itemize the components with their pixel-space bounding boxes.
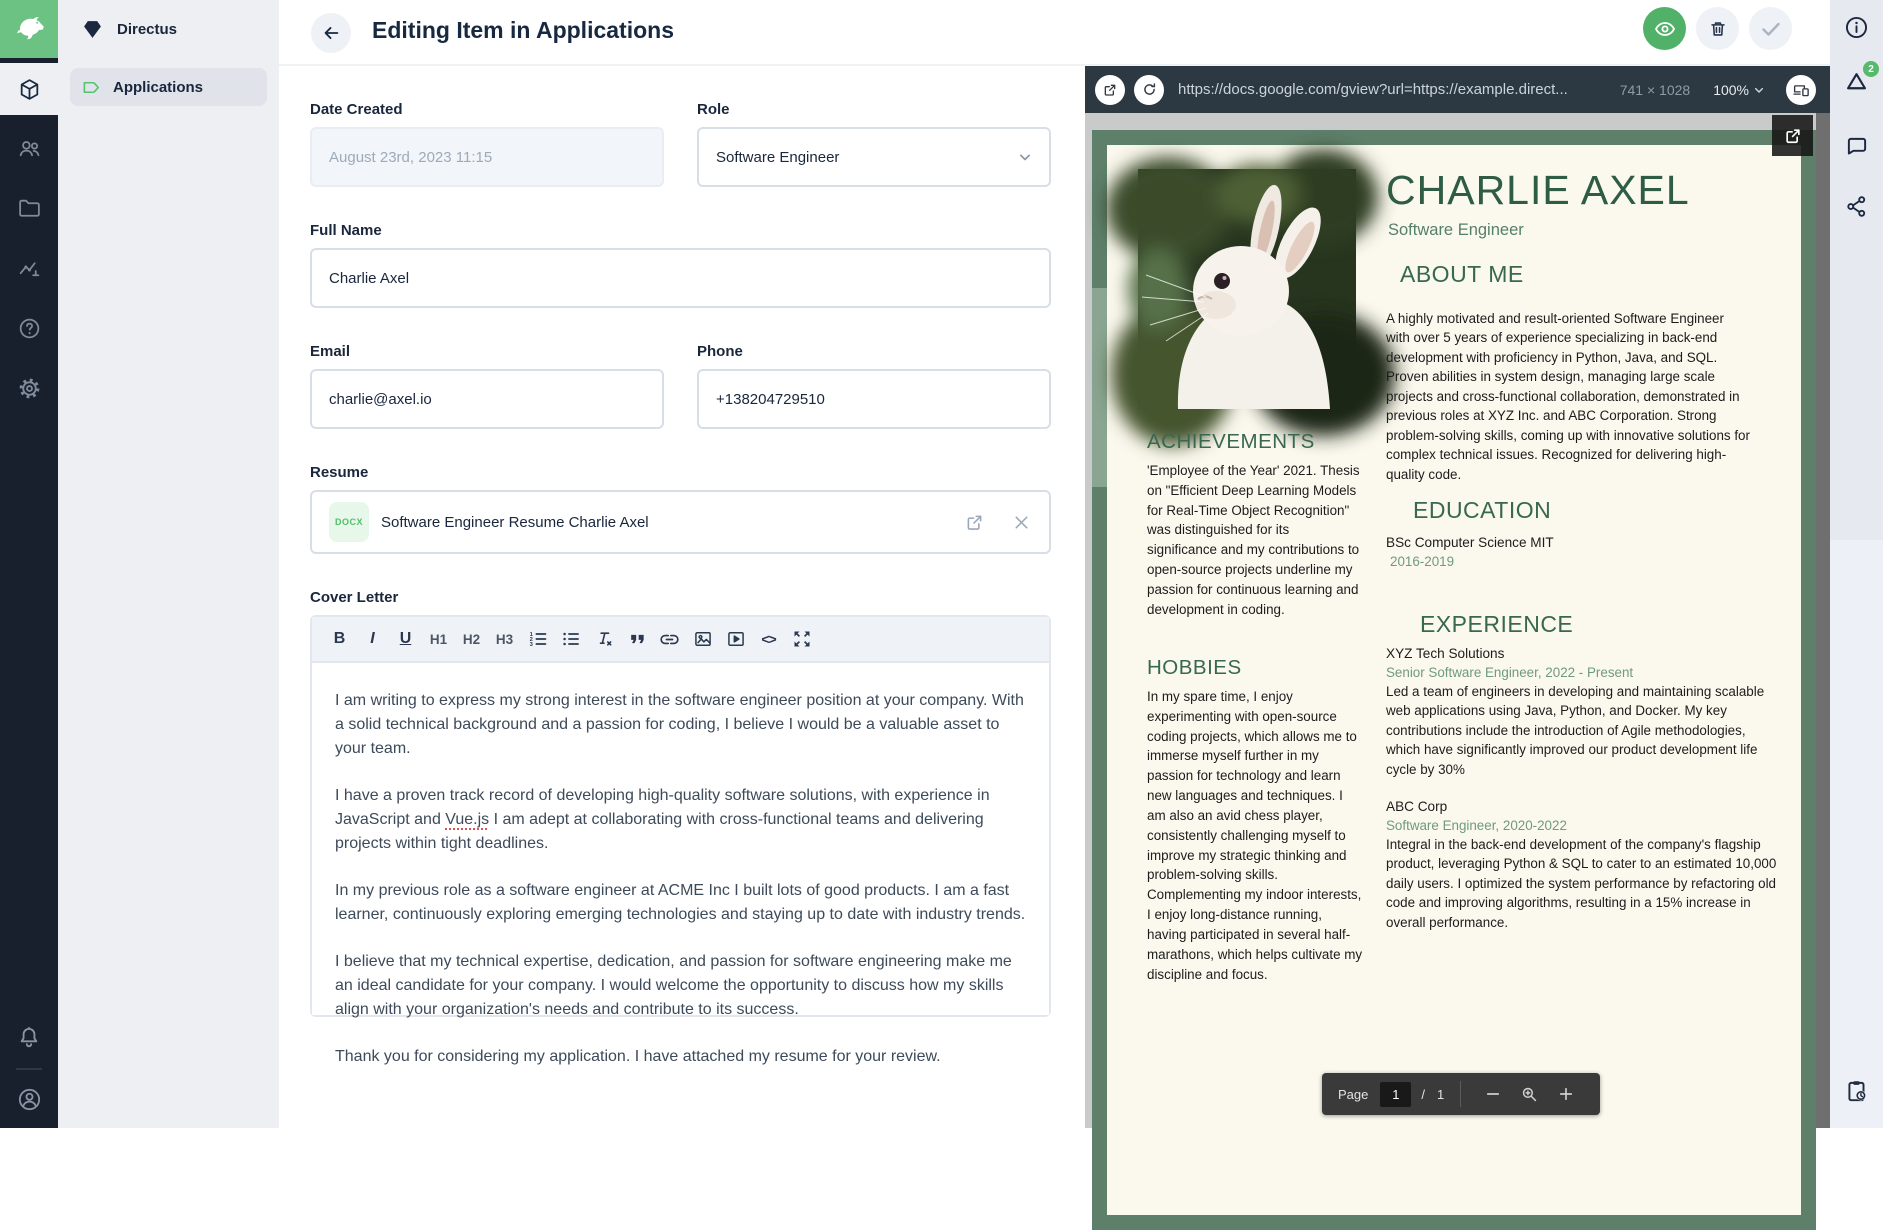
preview-url-bar xyxy=(1085,66,1830,113)
sidebar-item-label: Applications xyxy=(113,78,204,96)
job-description: Integral in the back-end development of the company's flagship product, leveraging Python & SQL to cater to an estimated 10,000 daily users. I optimized the system performance by refactoring old code and improving algorithms, resulting in a 15% increase in overall performance. xyxy=(1386,837,1777,930)
insert-image-button[interactable] xyxy=(687,623,718,655)
page-label: Page xyxy=(1338,1086,1369,1102)
email-value: charlie@axel.io xyxy=(329,390,432,408)
hobbies-text: In my spare time, I enjoy experimenting with open-source coding projects, which allows me to immerse myself further in my passion for technology and learn new languages and techniques. I am also an avid chess player, consistently challenging myself to improve my strategic thinking and problem-solving skills. Complementing my indoor interests, I enjoy long-distance running, having participated in several half-marathons, which helps cultivate my discipline and focus. xyxy=(1147,689,1363,982)
resume-file-field[interactable] xyxy=(310,490,1051,554)
flows-sidebar-button[interactable] xyxy=(1830,1078,1883,1104)
preview-dimensions: 741 × 1028 xyxy=(1619,81,1691,98)
info-sidebar-button[interactable] xyxy=(1830,14,1883,41)
email-label: Email xyxy=(310,343,351,360)
notifications-bell-button[interactable] xyxy=(0,1024,58,1050)
full-name-label: Full Name xyxy=(310,222,382,239)
svg-text:1: 1 xyxy=(529,631,533,638)
page-controls xyxy=(1322,1073,1600,1115)
launch-icon xyxy=(1783,126,1803,146)
video-icon xyxy=(726,629,746,649)
experience-heading: EXPERIENCE xyxy=(1420,611,1574,637)
page-title: Editing Item in Applications xyxy=(372,17,674,43)
module-bar xyxy=(0,0,58,1128)
comment-icon xyxy=(1844,134,1870,160)
cover-letter-paragraph: Thank you for considering my application. I have attached my resume for your review. xyxy=(335,1048,941,1065)
phone-label: Phone xyxy=(697,343,743,360)
blockquote-button[interactable] xyxy=(621,623,652,655)
responsive-toggle-button[interactable] xyxy=(1786,75,1816,105)
paragraph-text: I am adept at collaborating with cross-functional teams and delivering projects within tight deadlines. xyxy=(335,811,984,852)
save-button[interactable] xyxy=(1749,7,1792,50)
chevron-down-icon xyxy=(1751,82,1767,98)
resume-title: Software Engineer xyxy=(1388,221,1524,239)
date-created-input xyxy=(310,127,664,187)
devices-icon xyxy=(1792,81,1810,99)
svg-text:3: 3 xyxy=(529,641,533,648)
phone-field[interactable] xyxy=(697,369,1051,429)
job-role: Software Engineer, 2020-2022 xyxy=(1386,818,1567,833)
wysiwyg-toolbar xyxy=(312,617,1049,663)
role-value: Software Engineer xyxy=(716,148,840,166)
full-name-value: Charlie Axel xyxy=(329,269,410,287)
share-icon xyxy=(1844,194,1869,219)
bullet-list-icon xyxy=(561,629,581,649)
link-icon xyxy=(659,629,680,650)
italic-button[interactable]: I xyxy=(370,630,375,647)
zoom-out-button[interactable] xyxy=(1484,1085,1502,1103)
ordered-list-icon xyxy=(528,629,548,649)
fullscreen-button[interactable] xyxy=(786,623,817,655)
refresh-icon xyxy=(1141,81,1158,98)
magnifier-plus-icon xyxy=(1520,1085,1539,1104)
trash-icon xyxy=(1707,18,1729,40)
eye-icon xyxy=(1653,17,1677,41)
gear-icon xyxy=(17,376,42,401)
help-icon xyxy=(17,316,42,341)
zoom-tool-button[interactable] xyxy=(1520,1085,1539,1104)
app-header xyxy=(279,0,1830,66)
job-company: ABC Corp xyxy=(1386,799,1448,814)
wysiwyg-editor xyxy=(310,615,1051,1065)
check-icon xyxy=(1759,17,1783,41)
module-docs[interactable] xyxy=(0,302,58,354)
revisions-sidebar-button[interactable] xyxy=(1830,63,1883,95)
nav-sidebar xyxy=(58,0,279,1128)
rabbit-photo xyxy=(1138,169,1356,409)
resume-name: CHARLIE AXEL xyxy=(1386,167,1690,213)
achievements-heading: ACHIEVEMENTS xyxy=(1147,430,1315,453)
directus-logo[interactable] xyxy=(0,0,58,58)
module-users[interactable] xyxy=(0,122,58,174)
resume-label: Resume xyxy=(310,464,369,481)
refresh-preview-button[interactable] xyxy=(1134,75,1164,105)
folder-icon xyxy=(17,196,42,221)
delete-button[interactable] xyxy=(1696,7,1739,50)
cover-letter-paragraph: In my previous role as a software engineer at ACME Inc I built lots of good products. I am a fast learner, continuously exploring emerging technologies and staying up to date with industry trends. xyxy=(335,882,1026,923)
cover-letter-paragraph: I believe that my technical expertise, dedication, and passion for software engineering make me an ideal candidate for your company. I would welcome the opportunity to discuss how my skills align with your organization's needs and contribute to its success. xyxy=(335,953,1012,1018)
bold-button[interactable]: B xyxy=(333,630,346,647)
zoom-value: 100% xyxy=(1713,81,1749,98)
users-icon xyxy=(17,136,42,161)
divider xyxy=(1460,1081,1461,1107)
bullet-list-button[interactable] xyxy=(555,623,586,655)
chevron-down-icon xyxy=(1015,147,1035,167)
underline-button[interactable]: U xyxy=(399,630,412,647)
rabbit-logo-icon xyxy=(12,12,46,46)
zoom-in-button[interactable] xyxy=(1557,1085,1575,1103)
achievements-text: 'Employee of the Year' 2021. Thesis on "Efficient Deep Learning Models for Real-Time Object Recognition" was distinguished for its significance and my contributions to open-source projects underline my passion for continuous learning and development in coding. xyxy=(1147,463,1360,617)
role-label: Role xyxy=(697,101,730,118)
page-total: 1 xyxy=(1436,1086,1445,1102)
launch-icon xyxy=(1102,82,1118,98)
cube-icon xyxy=(17,77,42,102)
clipboard-clock-icon xyxy=(1844,1078,1870,1104)
education-heading: EDUCATION xyxy=(1413,497,1552,523)
job-description: Led a team of engineers in developing and maintaining scalable web applications using Java, Python, and Docker. My key contributions include the introduction of Agile methodologies, which have significantly improved our product development life cycle by 30% xyxy=(1386,684,1765,777)
plus-icon xyxy=(1557,1085,1575,1103)
clear-format-button[interactable] xyxy=(588,623,619,655)
tag-icon xyxy=(82,78,101,97)
module-insights[interactable] xyxy=(0,243,58,295)
about-text: A highly motivated and result-oriented Software Engineer with over 5 years of experience specializing in back-end development with proficiency in Python, Java, and SQL. Proven abilities in system design, managing large scale projects and cross-functional collaboration, demonstrated in previous roles at XYZ Inc. and ABC Corporation. Strong problem-solving skills, coming up with innovative solutions for complex technical issues. Recognized for delivering high-quality code. xyxy=(1386,311,1750,482)
remove-file-button[interactable] xyxy=(1011,512,1032,533)
item-edit-form xyxy=(279,66,1085,1128)
cover-letter-paragraph xyxy=(335,784,1026,856)
cover-letter-paragraph: I am writing to express my strong interest in the software engineer position at your company. With a solid technical background and a passion for coding, I believe I would be a valuable asset to your team. xyxy=(335,692,1024,757)
education-degree: BSc Computer Science MIT xyxy=(1386,535,1554,550)
date-created-label: Date Created xyxy=(310,101,403,118)
job-role: Senior Software Engineer, 2022 - Present xyxy=(1386,665,1634,680)
revisions-count-badge: 2 xyxy=(1863,61,1879,77)
resume-document xyxy=(1092,130,1816,1230)
live-preview-panel xyxy=(1085,66,1830,1128)
gem-icon xyxy=(82,19,103,40)
preview-zoom-select[interactable] xyxy=(1713,82,1767,98)
arrow-left-icon xyxy=(320,22,342,44)
misspelled-word: Vue.js xyxy=(445,811,490,828)
right-sidebar xyxy=(1830,0,1883,1128)
page-number-input[interactable]: 1 xyxy=(1380,1082,1411,1107)
module-content[interactable] xyxy=(0,63,58,115)
live-preview-button[interactable] xyxy=(1643,7,1686,50)
full-name-input[interactable] xyxy=(310,248,1051,308)
open-file-button[interactable] xyxy=(964,512,985,533)
sidebar-item-applications[interactable] xyxy=(70,68,267,106)
job-company: XYZ Tech Solutions xyxy=(1386,646,1505,661)
module-settings[interactable] xyxy=(0,362,58,414)
open-preview-new-tab-button[interactable] xyxy=(1095,75,1125,105)
role-select[interactable] xyxy=(697,127,1051,187)
paragraph-text: I have a proven track record of developing high-quality software solutions, with experience in JavaScript and xyxy=(335,787,990,828)
quote-icon xyxy=(627,629,647,649)
close-icon xyxy=(1011,512,1032,533)
minus-icon xyxy=(1484,1085,1502,1103)
insert-video-button[interactable] xyxy=(720,623,751,655)
shares-sidebar-button[interactable] xyxy=(1830,194,1883,219)
h1-button[interactable]: H1 xyxy=(429,631,448,647)
page-separator: / xyxy=(1421,1086,1425,1102)
info-icon xyxy=(1843,14,1870,41)
phone-value: +138204729510 xyxy=(716,390,825,408)
frame-accent xyxy=(1092,288,1107,487)
user-menu-button[interactable] xyxy=(0,1086,58,1113)
launch-icon xyxy=(964,512,985,533)
preview-scrollbar[interactable] xyxy=(1816,113,1830,1128)
code-button[interactable]: <> xyxy=(761,631,776,647)
back-button[interactable] xyxy=(311,13,351,53)
resume-page xyxy=(1107,145,1801,1215)
bell-icon xyxy=(16,1024,42,1050)
project-header[interactable] xyxy=(58,0,279,58)
link-button[interactable] xyxy=(654,623,685,655)
h2-button[interactable]: H2 xyxy=(462,631,481,647)
image-icon xyxy=(693,629,713,649)
preview-viewport xyxy=(1085,113,1830,1128)
cover-letter-label: Cover Letter xyxy=(310,589,399,606)
cover-letter-content[interactable] xyxy=(312,663,1049,1065)
project-name: Directus xyxy=(117,20,178,38)
svg-text:2: 2 xyxy=(529,636,533,643)
clear-format-icon xyxy=(594,629,614,649)
comments-sidebar-button[interactable] xyxy=(1830,134,1883,160)
account-circle-icon xyxy=(16,1086,43,1113)
hobbies-heading: HOBBIES xyxy=(1147,656,1242,679)
email-field[interactable] xyxy=(310,369,664,429)
docx-file-badge: DOCX xyxy=(329,502,369,542)
divider xyxy=(16,1068,42,1070)
education-years: 2016-2019 xyxy=(1390,554,1455,569)
h3-button[interactable]: H3 xyxy=(495,631,514,647)
insights-icon xyxy=(17,257,42,282)
about-heading: ABOUT ME xyxy=(1400,261,1524,287)
preview-url[interactable]: https://docs.google.com/gview?url=https://example.direct... xyxy=(1178,81,1568,98)
module-files[interactable] xyxy=(0,182,58,234)
gview-popout-button[interactable] xyxy=(1772,115,1813,156)
resume-file-name: Software Engineer Resume Charlie Axel xyxy=(381,513,649,531)
profile-photo xyxy=(1138,169,1356,409)
ordered-list-button[interactable] xyxy=(522,623,553,655)
fullscreen-icon xyxy=(792,629,812,649)
date-created-value: August 23rd, 2023 11:15 xyxy=(329,148,493,166)
